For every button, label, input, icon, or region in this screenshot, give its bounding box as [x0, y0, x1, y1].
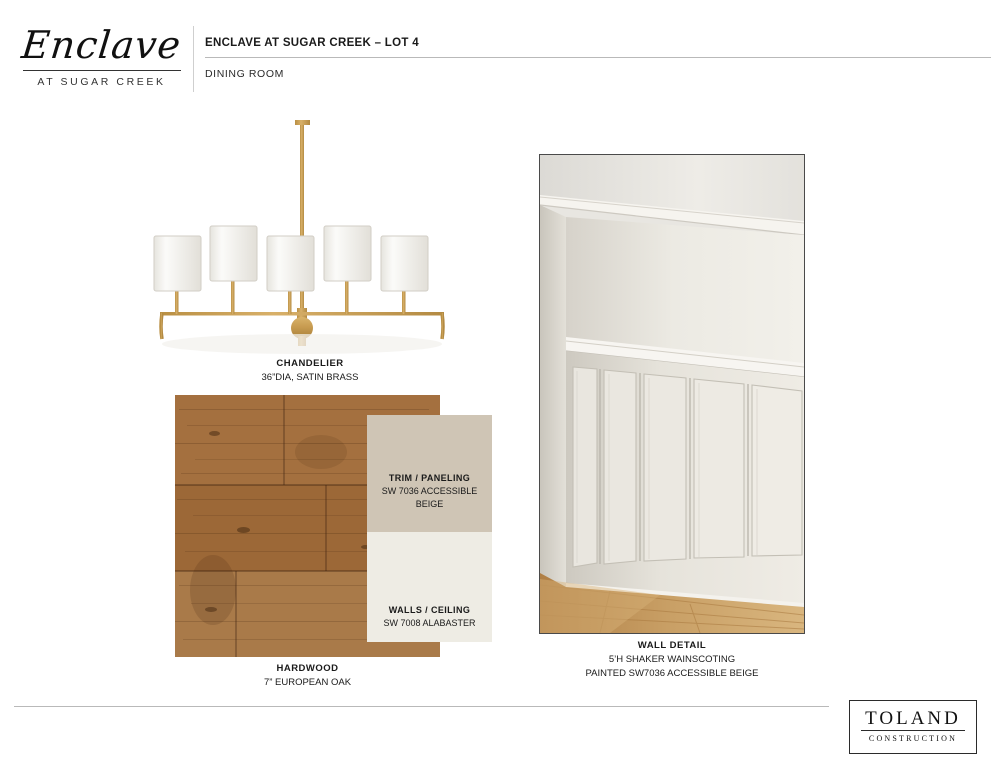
toland-logo-divider — [861, 730, 965, 731]
enclave-logo-script: Enclave — [19, 23, 184, 67]
paint-chip-trim-line1: SW 7036 ACCESSIBLE — [381, 486, 478, 496]
wall-detail-caption-line1: 5’H SHAKER WAINSCOTING — [608, 654, 736, 665]
paint-chip-trim-line2: BEIGE — [415, 499, 444, 509]
page-title: ENCLAVE AT SUGAR CREEK – LOT 4 — [205, 37, 419, 49]
paint-chip-walls-title: WALLS / CEILING — [388, 605, 471, 615]
toland-logo-sub: CONSTRUCTION — [868, 734, 958, 743]
wall-detail-caption-line2: PAINTED SW7036 ACCESSIBLE BEIGE — [585, 668, 759, 679]
paint-chip-walls-line1: SW 7008 ALABASTER — [383, 618, 476, 628]
hardwood-caption — [175, 662, 440, 690]
paint-chip-trim — [367, 415, 492, 532]
header-vertical-divider — [193, 26, 194, 92]
paint-chip-trim-title: TRIM / PANELING — [388, 473, 471, 483]
chandelier-caption — [145, 357, 475, 385]
toland-logo-main: TOLAND — [865, 708, 961, 729]
chandelier-caption-title: CHANDELIER — [276, 358, 344, 369]
wall-detail-caption-title: WALL DETAIL — [637, 640, 707, 651]
page-header — [0, 0, 991, 105]
logo-divider — [23, 70, 181, 71]
toland-construction-logo — [849, 700, 977, 754]
paint-chip-walls — [367, 532, 492, 642]
chandelier-caption-spec: 36”DIA, SATIN BRASS — [261, 372, 359, 383]
chandelier-image — [145, 120, 475, 385]
enclave-logo — [14, 22, 189, 100]
enclave-logo-subtitle: AT SUGAR CREEK — [37, 76, 166, 88]
hardwood-caption-title: HARDWOOD — [276, 663, 339, 674]
wall-detail-photo — [539, 154, 805, 634]
header-divider — [205, 57, 991, 58]
hardwood-caption-spec: 7” EUROPEAN OAK — [263, 677, 352, 688]
room-subtitle: DINING ROOM — [205, 68, 284, 80]
wall-detail-caption — [539, 639, 805, 681]
footer-divider — [14, 706, 829, 707]
